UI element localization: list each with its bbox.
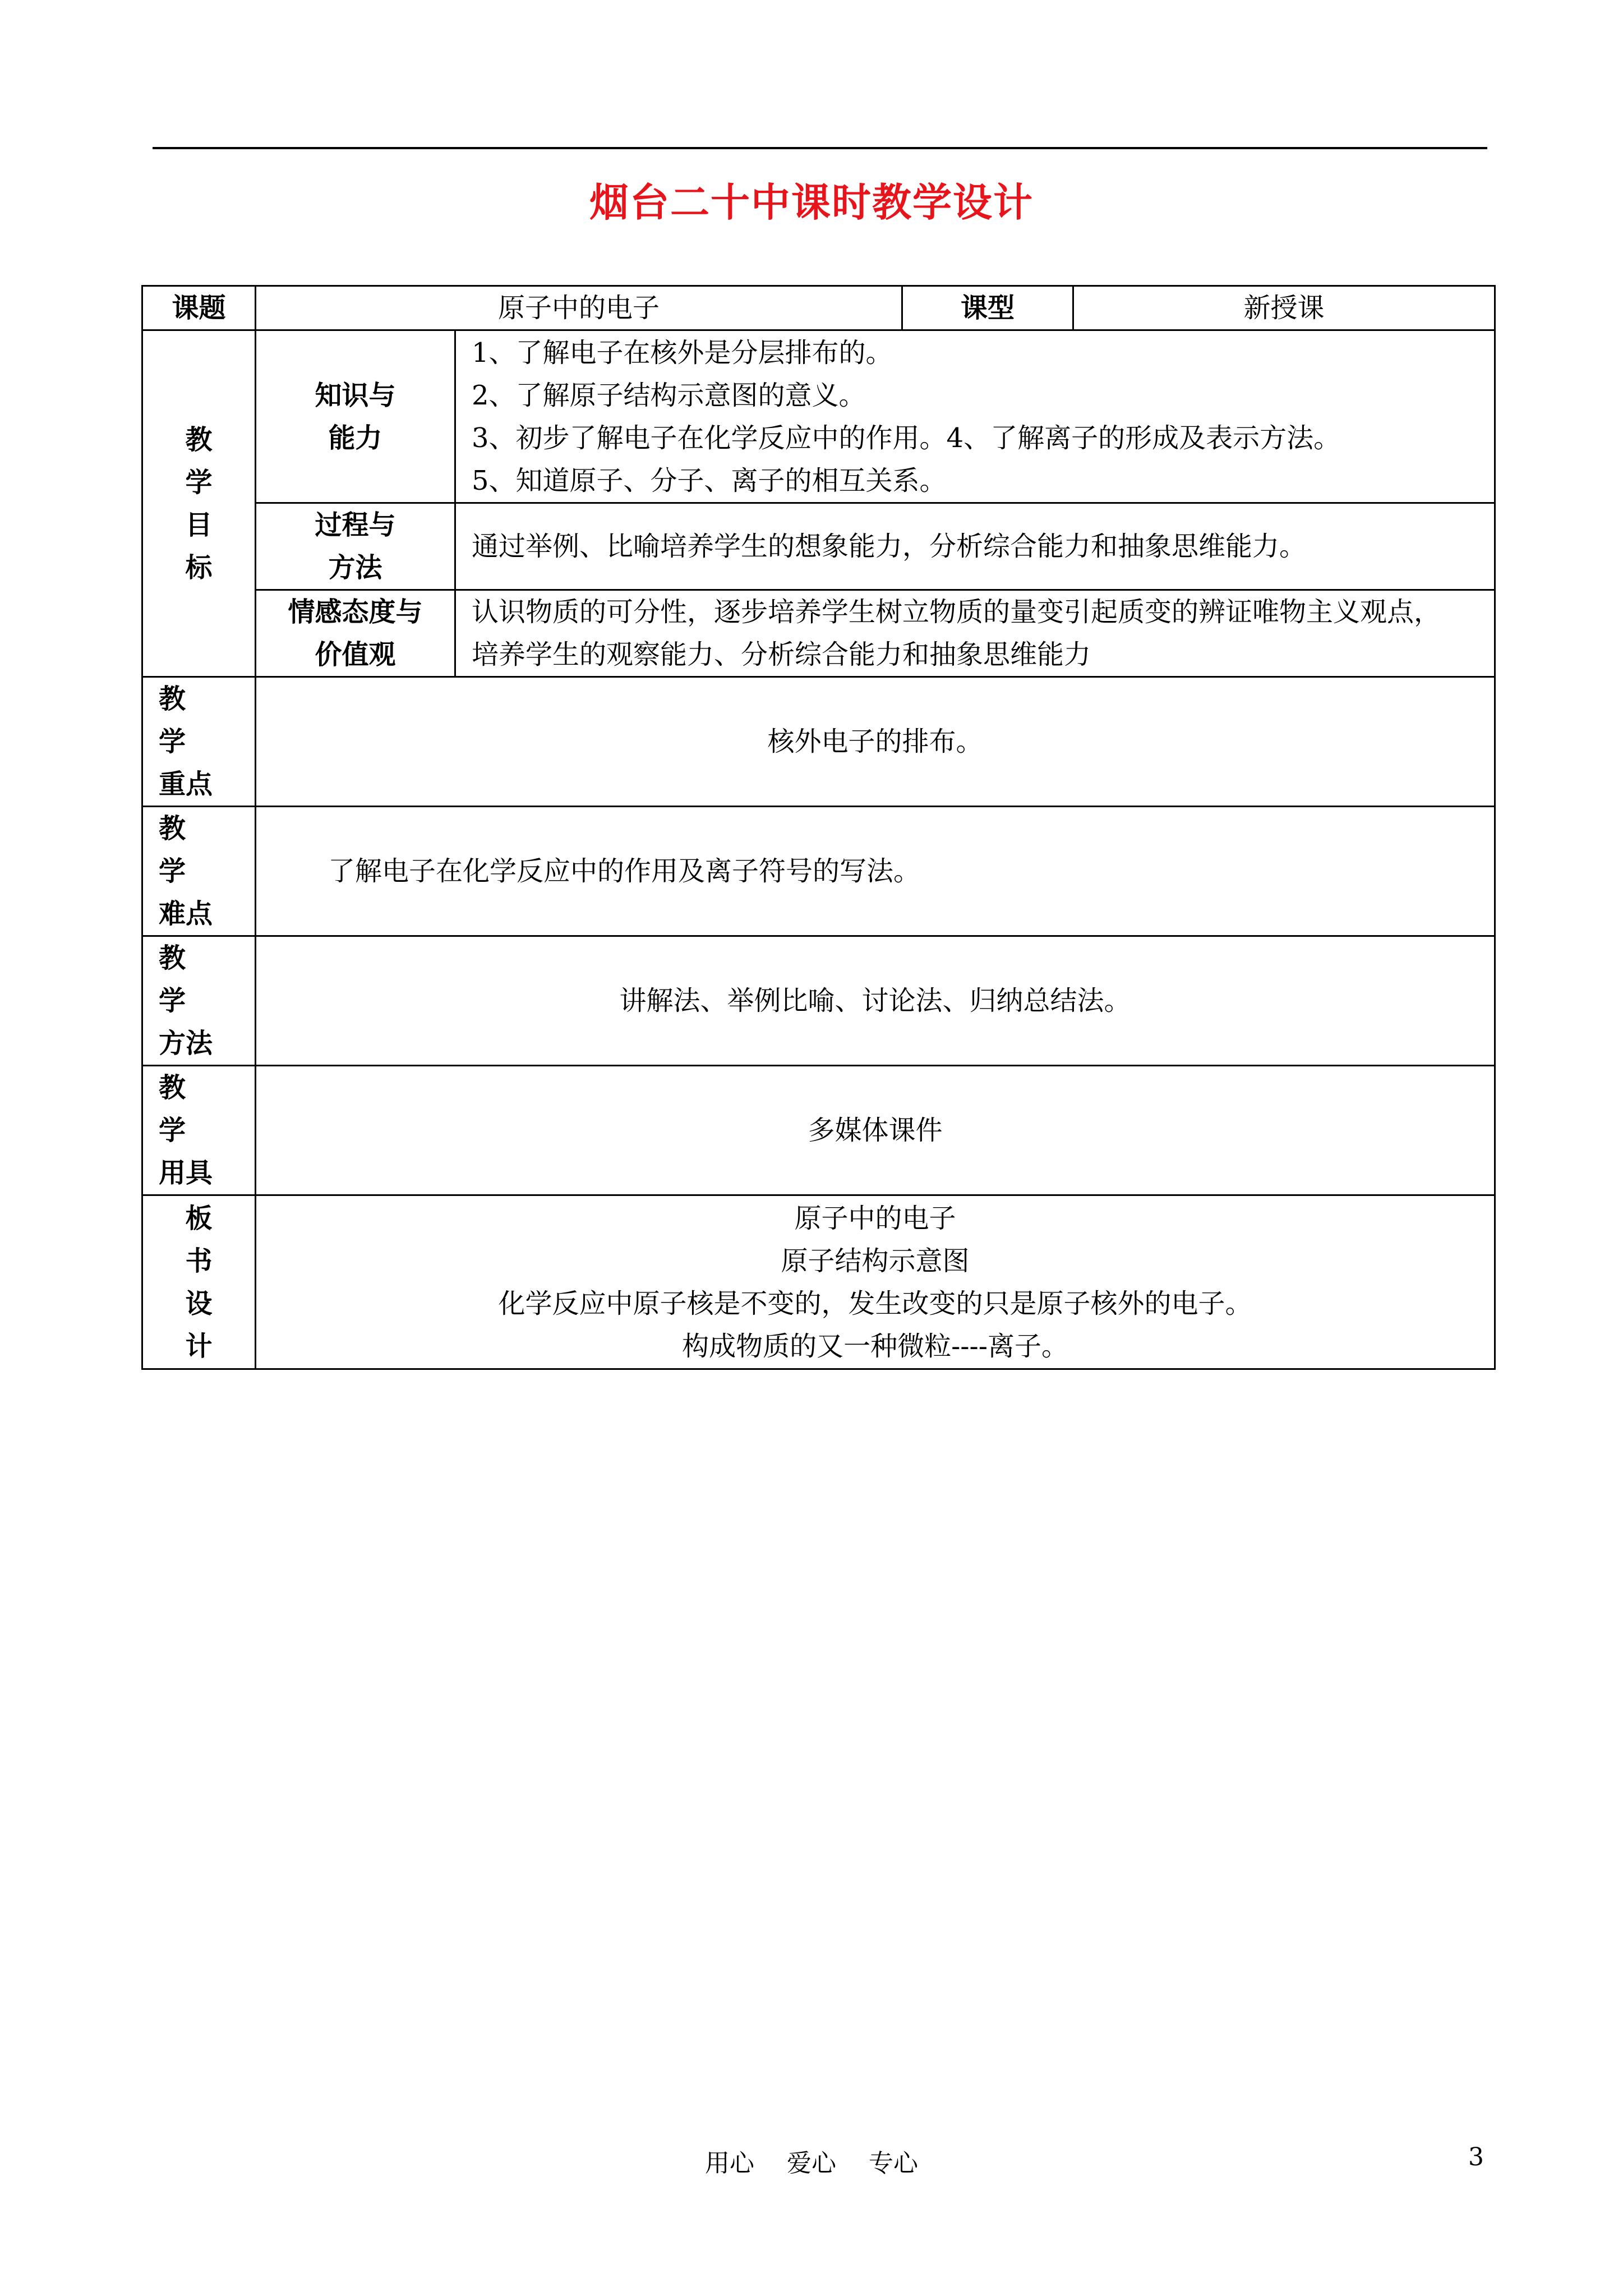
methods-label-line: 方法 <box>159 1028 213 1059</box>
knowledge-items <box>455 330 1495 503</box>
key-point-label-line: 教学 <box>159 683 215 757</box>
board-row <box>142 1195 1495 1369</box>
knowledge-label-line: 知识与 <box>315 379 396 411</box>
key-point-label <box>142 677 256 807</box>
board-line: 原子中的电子 <box>794 1202 956 1234</box>
key-point-value: 核外电子的排布。 <box>256 677 1495 807</box>
process-text <box>455 503 1495 590</box>
knowledge-item: 1、了解电子在核外是分层排布的。 <box>472 337 893 369</box>
objectives-label <box>142 330 256 677</box>
process-label-line: 过程与 <box>315 509 396 541</box>
methods-label-line: 教学 <box>159 942 215 1016</box>
emotion-label-line: 价值观 <box>315 639 396 670</box>
tools-label-line: 用具 <box>159 1157 213 1189</box>
topic-row <box>142 286 1495 330</box>
knowledge-item: 2、了解原子结构示意图的意义。 <box>472 379 866 411</box>
footer-slogan-item: 专心 <box>869 2149 918 2178</box>
objectives-label-char: 学 <box>185 466 213 498</box>
methods-label <box>142 936 256 1066</box>
tools-label-line: 教学 <box>159 1072 215 1146</box>
page-title: 烟台二十中课时教学设计 <box>589 180 1034 226</box>
footer-slogan-item: 用心 <box>705 2149 754 2178</box>
difficulty-label-line: 难点 <box>159 898 213 930</box>
difficulty-label-line: 教学 <box>159 813 215 887</box>
emotion-line: 认识物质的可分性，逐步培养学生树立物质的量变引起质变的辨证唯物主义观点， <box>472 596 1441 628</box>
tools-label <box>142 1066 256 1195</box>
tools-row <box>142 1066 1495 1195</box>
key-point-label-line: 重点 <box>159 769 213 800</box>
objectives-knowledge-row <box>142 330 1495 503</box>
objectives-process-row <box>142 503 1495 590</box>
tools-value: 多媒体课件 <box>256 1066 1495 1195</box>
topic-value: 原子中的电子 <box>256 286 902 330</box>
difficulty-row <box>142 807 1495 936</box>
emotion-label <box>256 590 455 677</box>
lesson-type-label: 课型 <box>902 286 1073 330</box>
board-label-char: 计 <box>185 1330 213 1362</box>
board-line: 化学反应中原子核是不变的，发生改变的只是原子核外的电子。 <box>498 1287 1252 1319</box>
process-label <box>256 503 455 590</box>
board-label <box>142 1195 256 1369</box>
emotion-line: 培养学生的观察能力、分析综合能力和抽象思维能力 <box>472 639 1091 670</box>
knowledge-item: 5、知道原子、分子、离子的相互关系。 <box>472 464 947 496</box>
topic-label: 课题 <box>142 286 256 330</box>
knowledge-item: 3、初步了解电子在化学反应中的作用。4、了解离子的形成及表示方法。 <box>472 422 1341 454</box>
board-line: 构成物质的又一种微粒----离子。 <box>682 1330 1068 1362</box>
lesson-type-value: 新授课 <box>1073 286 1495 330</box>
difficulty-value: 了解电子在化学反应中的作用及离子符号的写法。 <box>256 807 1495 936</box>
process-label-line: 方法 <box>328 552 382 583</box>
knowledge-label-line: 能力 <box>328 422 382 454</box>
emotion-text <box>455 590 1495 677</box>
board-line: 原子结构示意图 <box>781 1245 970 1277</box>
methods-row <box>142 936 1495 1066</box>
methods-value: 讲解法、举例比喻、讨论法、归纳总结法。 <box>256 936 1495 1066</box>
key-point-row <box>142 677 1495 807</box>
objectives-label-char: 目 <box>185 509 213 541</box>
page-number: 3 <box>1468 2143 1484 2171</box>
objectives-emotion-row <box>142 590 1495 677</box>
board-label-char: 板 <box>185 1202 213 1234</box>
process-line: 通过举例、比喻培养学生的想象能力，分析综合能力和抽象思维能力。 <box>472 531 1307 562</box>
objectives-label-char: 标 <box>185 551 213 583</box>
lesson-plan-table <box>141 285 1496 1370</box>
objectives-label-char: 教 <box>185 424 213 455</box>
board-label-char: 设 <box>185 1287 213 1319</box>
board-content <box>256 1195 1495 1369</box>
difficulty-label <box>142 807 256 936</box>
emotion-label-line: 情感态度与 <box>288 596 423 628</box>
board-label-char: 书 <box>185 1245 213 1277</box>
knowledge-label <box>256 330 455 503</box>
footer-slogan-item: 爱心 <box>787 2149 836 2178</box>
footer-slogan <box>0 2143 1623 2179</box>
header-rule <box>153 147 1487 149</box>
